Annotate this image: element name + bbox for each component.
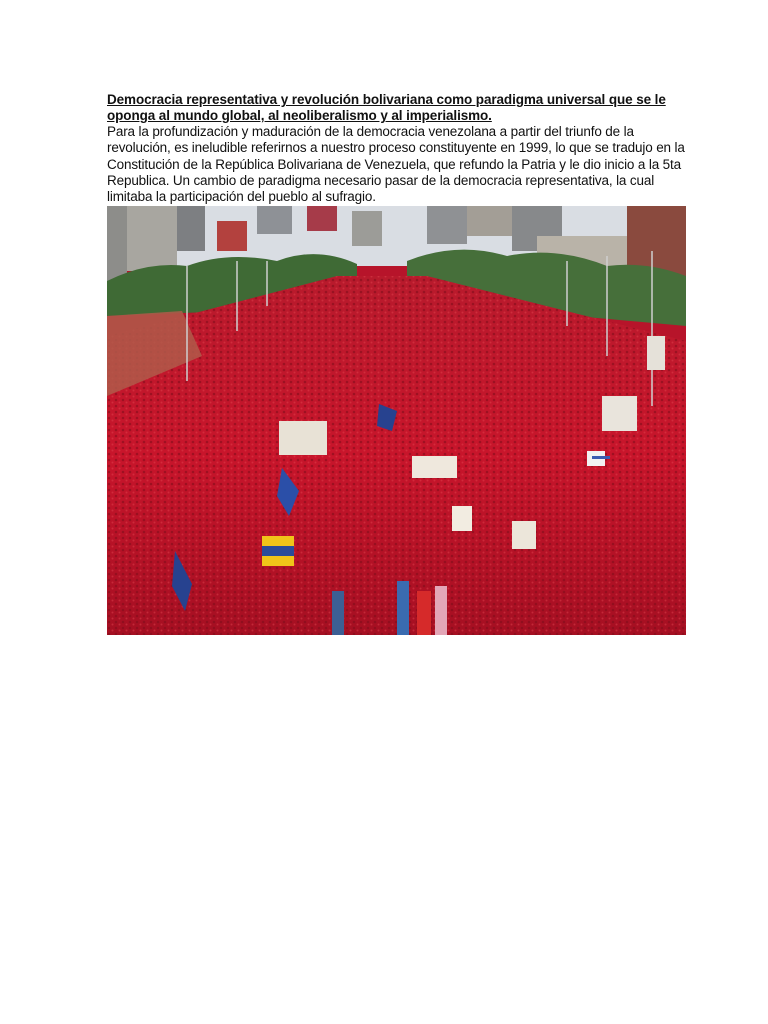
banner (452, 506, 472, 531)
person (435, 586, 447, 635)
document-paragraph: Para la profundización y maduración de la democracia venezolana a partir del triunfo de la revolución, es ineludible referirnos a nuestro proceso constituyente en 1999, lo que se tradujo en la Constitución de la República Bolivariana de Venezuela, que refundo la Patria y le dio inicio a la 5ta Republica. Un cambio de paradigma necesario pasar de la democracia representativa, la cual limitaba la participación del pueblo al sufragio. (107, 124, 685, 205)
banner (592, 456, 610, 459)
building (127, 206, 177, 271)
person (417, 591, 431, 635)
banner (602, 396, 637, 431)
banner (647, 336, 665, 370)
banner (262, 546, 294, 556)
banner (412, 456, 457, 478)
building (257, 206, 292, 234)
building (307, 206, 337, 231)
person (332, 591, 344, 635)
building (467, 206, 512, 236)
crowd-photo (107, 206, 686, 635)
building (177, 206, 205, 251)
document-title: Democracia representativa y revolución bolivariana como paradigma universal que se le oponga al mundo global, al neoliberalismo y al imperialismo. (107, 92, 666, 123)
crowd-photo-illustration (107, 206, 686, 635)
building (427, 206, 467, 244)
banner (512, 521, 536, 549)
building (217, 221, 247, 251)
building (352, 211, 382, 246)
document-body (107, 92, 692, 205)
banner (279, 421, 327, 455)
person (397, 581, 409, 635)
